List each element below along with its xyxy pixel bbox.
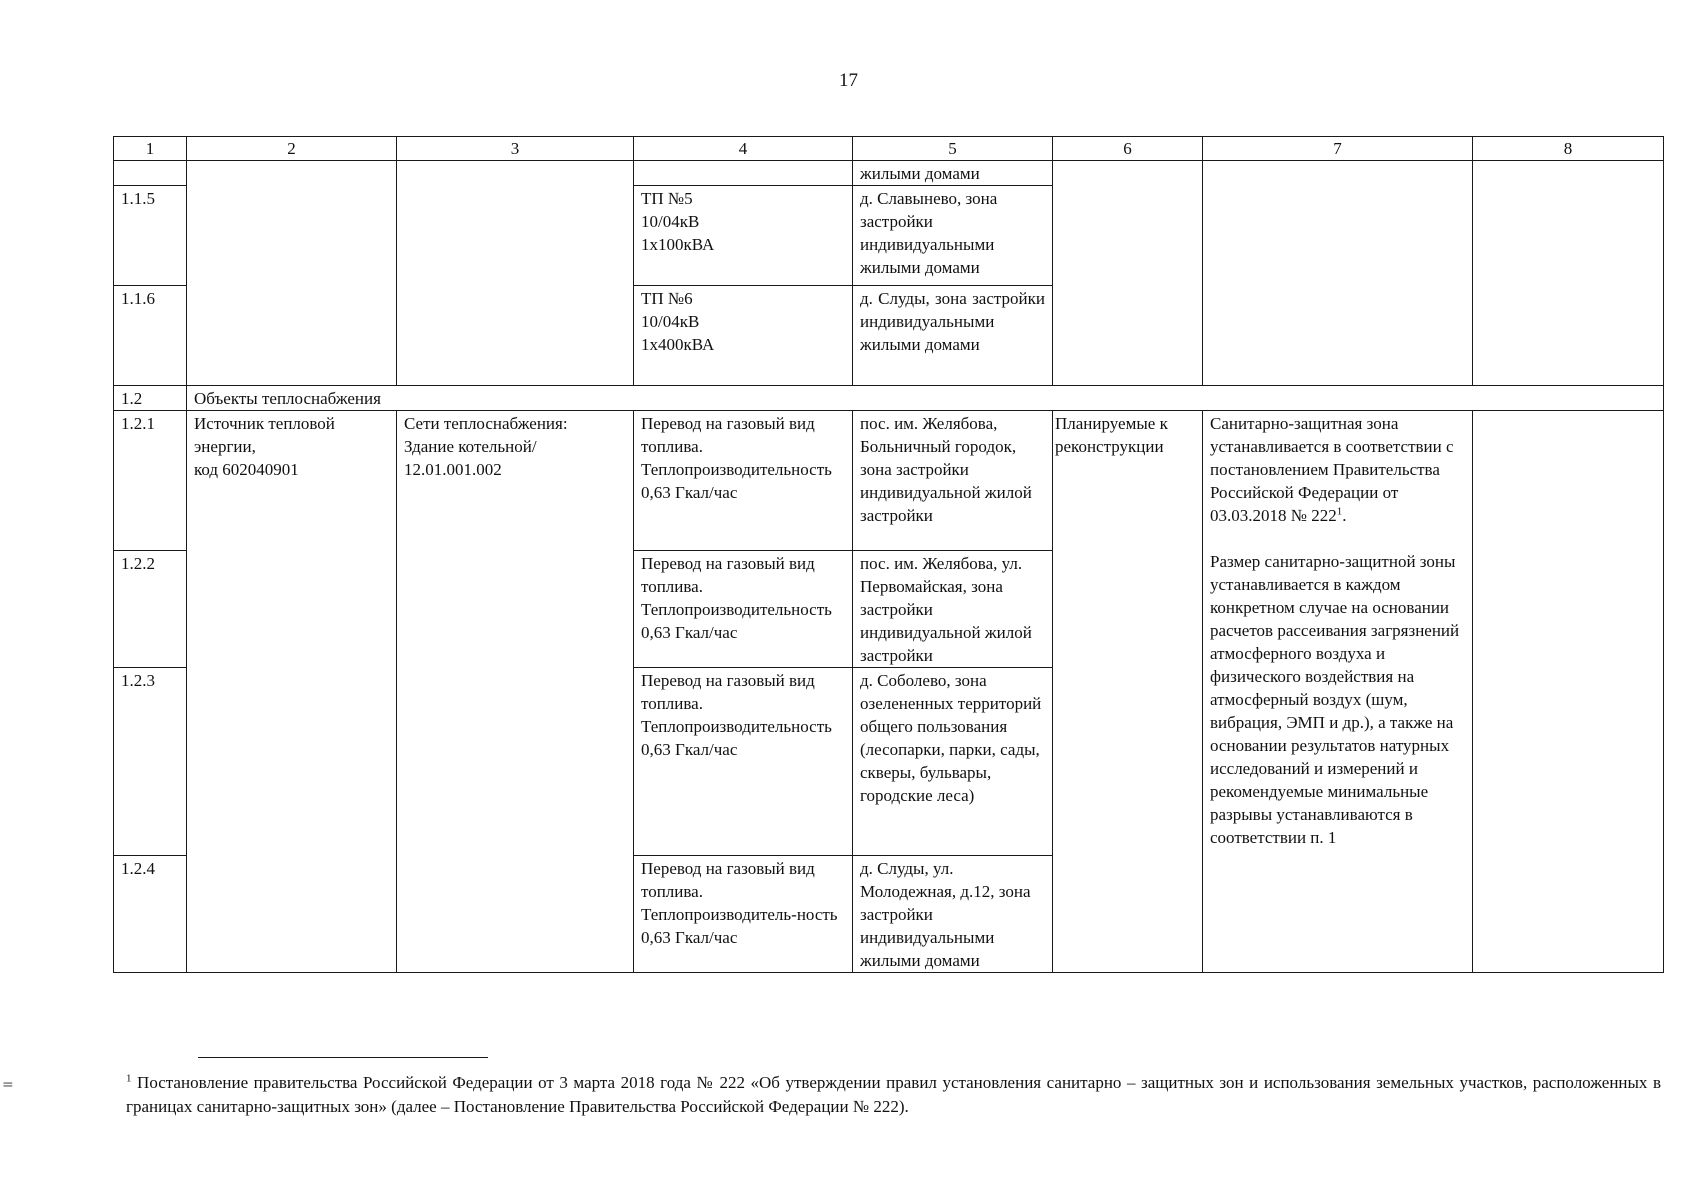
column-header: 2 — [187, 137, 397, 161]
location-cell: д. Слуды, ул. Молодежная, д.12, зона застройки индивидуальными жилыми домами — [853, 856, 1053, 973]
column-header: 3 — [397, 137, 634, 161]
row-number: 1.1.5 — [114, 186, 187, 286]
page-number: 17 — [839, 70, 858, 91]
footnote-mark: 1 — [126, 1072, 132, 1085]
source-line: код 602040901 — [194, 460, 299, 479]
source-cell — [187, 411, 397, 973]
network-line: Здание котельной/ — [404, 437, 537, 456]
status-cell: Планируемые к реконструкции — [1053, 411, 1203, 973]
footnote — [126, 1071, 1661, 1119]
source-line: энергии, — [194, 437, 256, 456]
section-number: 1.2 — [114, 386, 187, 411]
continuation-row — [114, 161, 1664, 186]
object-line: ТП №5 — [641, 189, 693, 208]
action-cell: Перевод на газовый вид топлива. Теплопроизводительность 0,63 Гкал/час — [634, 668, 853, 856]
zone-text: Санитарно-защитная зона устанавливается в соответствии с постановлением Правительства Российской Федерации от 03.03.2018 № — [1210, 414, 1454, 525]
location-cell: пос. им. Желябова, ул. Первомайская, зона застройки индивидуальной жилой застройки — [853, 551, 1053, 668]
column-header: 4 — [634, 137, 853, 161]
source-line: Источник тепловой — [194, 414, 335, 433]
planning-table — [113, 136, 1664, 973]
row-number: 1.2.2 — [114, 551, 187, 668]
network-line: Сети теплоснабжения: — [404, 414, 568, 433]
location-cell: д. Соболево, зона озелененных территорий общего пользования (лесопарки, парки, сады, скверы, бульвары, городские леса) — [853, 668, 1053, 856]
object-cell — [634, 186, 853, 286]
column-header: 5 — [853, 137, 1053, 161]
section-row — [114, 386, 1664, 411]
object-line: 1х100кВА — [641, 235, 715, 254]
row-number: 1.1.6 — [114, 286, 187, 386]
object-cell — [634, 286, 853, 386]
column-header: 1 — [114, 137, 187, 161]
footnote-text: Постановление правительства Российской Федерации от 3 марта 2018 года № 222 «Об утверждении правил установления санитарно – защитных зон и использования земельных участков, расположенных в границах санитарно-защитных зон» (далее – Постановление Правительства Российской Федерации № 222). — [126, 1073, 1661, 1116]
zone-text-end: . — [1342, 506, 1347, 525]
object-line: 1х400кВА — [641, 335, 715, 354]
row-number: 1.2.4 — [114, 856, 187, 973]
action-cell: Перевод на газовый вид топлива. Теплопроизводитель-ность 0,63 Гкал/час — [634, 856, 853, 973]
zone-size-text: Размер санитарно-защитной зоны устанавливается в каждом конкретном случае на основании расчетов рассеивания загрязнений атмосферного воздуха и физического воздействия на атмосферный воздух (шум, вибрация, ЭМП и др.), а также на основании результатов натурных исследований и измерений и рекомендуемые минимальные разрывы устанавливаются в соответствии п. 1 — [1210, 552, 1460, 847]
network-cell — [397, 411, 634, 973]
continuation-text: жилыми домами — [853, 161, 1053, 186]
section-title: Объекты теплоснабжения — [187, 386, 1664, 411]
row-number: 1.2.3 — [114, 668, 187, 856]
action-cell: Перевод на газовый вид топлива. Теплопроизводительность 0,63 Гкал/час — [634, 551, 853, 668]
sanitary-zone-cell — [1203, 411, 1473, 973]
object-line: ТП №6 — [641, 289, 693, 308]
network-line: 12.01.001.002 — [404, 460, 502, 479]
location-cell: д. Слуды, зона застройки индивидуальными жилыми домами — [853, 286, 1053, 386]
row-number: 1.2.1 — [114, 411, 187, 551]
footnote-divider — [198, 1057, 488, 1058]
column-header: 8 — [1473, 137, 1664, 161]
table-header-row — [114, 137, 1664, 161]
location-cell: д. Славынево, зона застройки индивидуальными жилыми домами — [853, 186, 1053, 286]
column-header: 7 — [1203, 137, 1473, 161]
object-line: 10/04кВ — [641, 212, 700, 231]
action-cell: Перевод на газовый вид топлива. Теплопроизводительность 0,63 Гкал/час — [634, 411, 853, 551]
table-row — [114, 411, 1664, 551]
footnote-reference: 1 — [1336, 505, 1343, 518]
empty-cell — [1473, 411, 1664, 973]
column-header: 6 — [1053, 137, 1203, 161]
location-cell: пос. им. Желябова, Больничный городок, зона застройки индивидуальной жилой застройки — [853, 411, 1053, 551]
scan-edge-mark: = — [2, 1077, 14, 1093]
object-line: 10/04кВ — [641, 312, 700, 331]
zone-number: 222 — [1311, 506, 1337, 525]
